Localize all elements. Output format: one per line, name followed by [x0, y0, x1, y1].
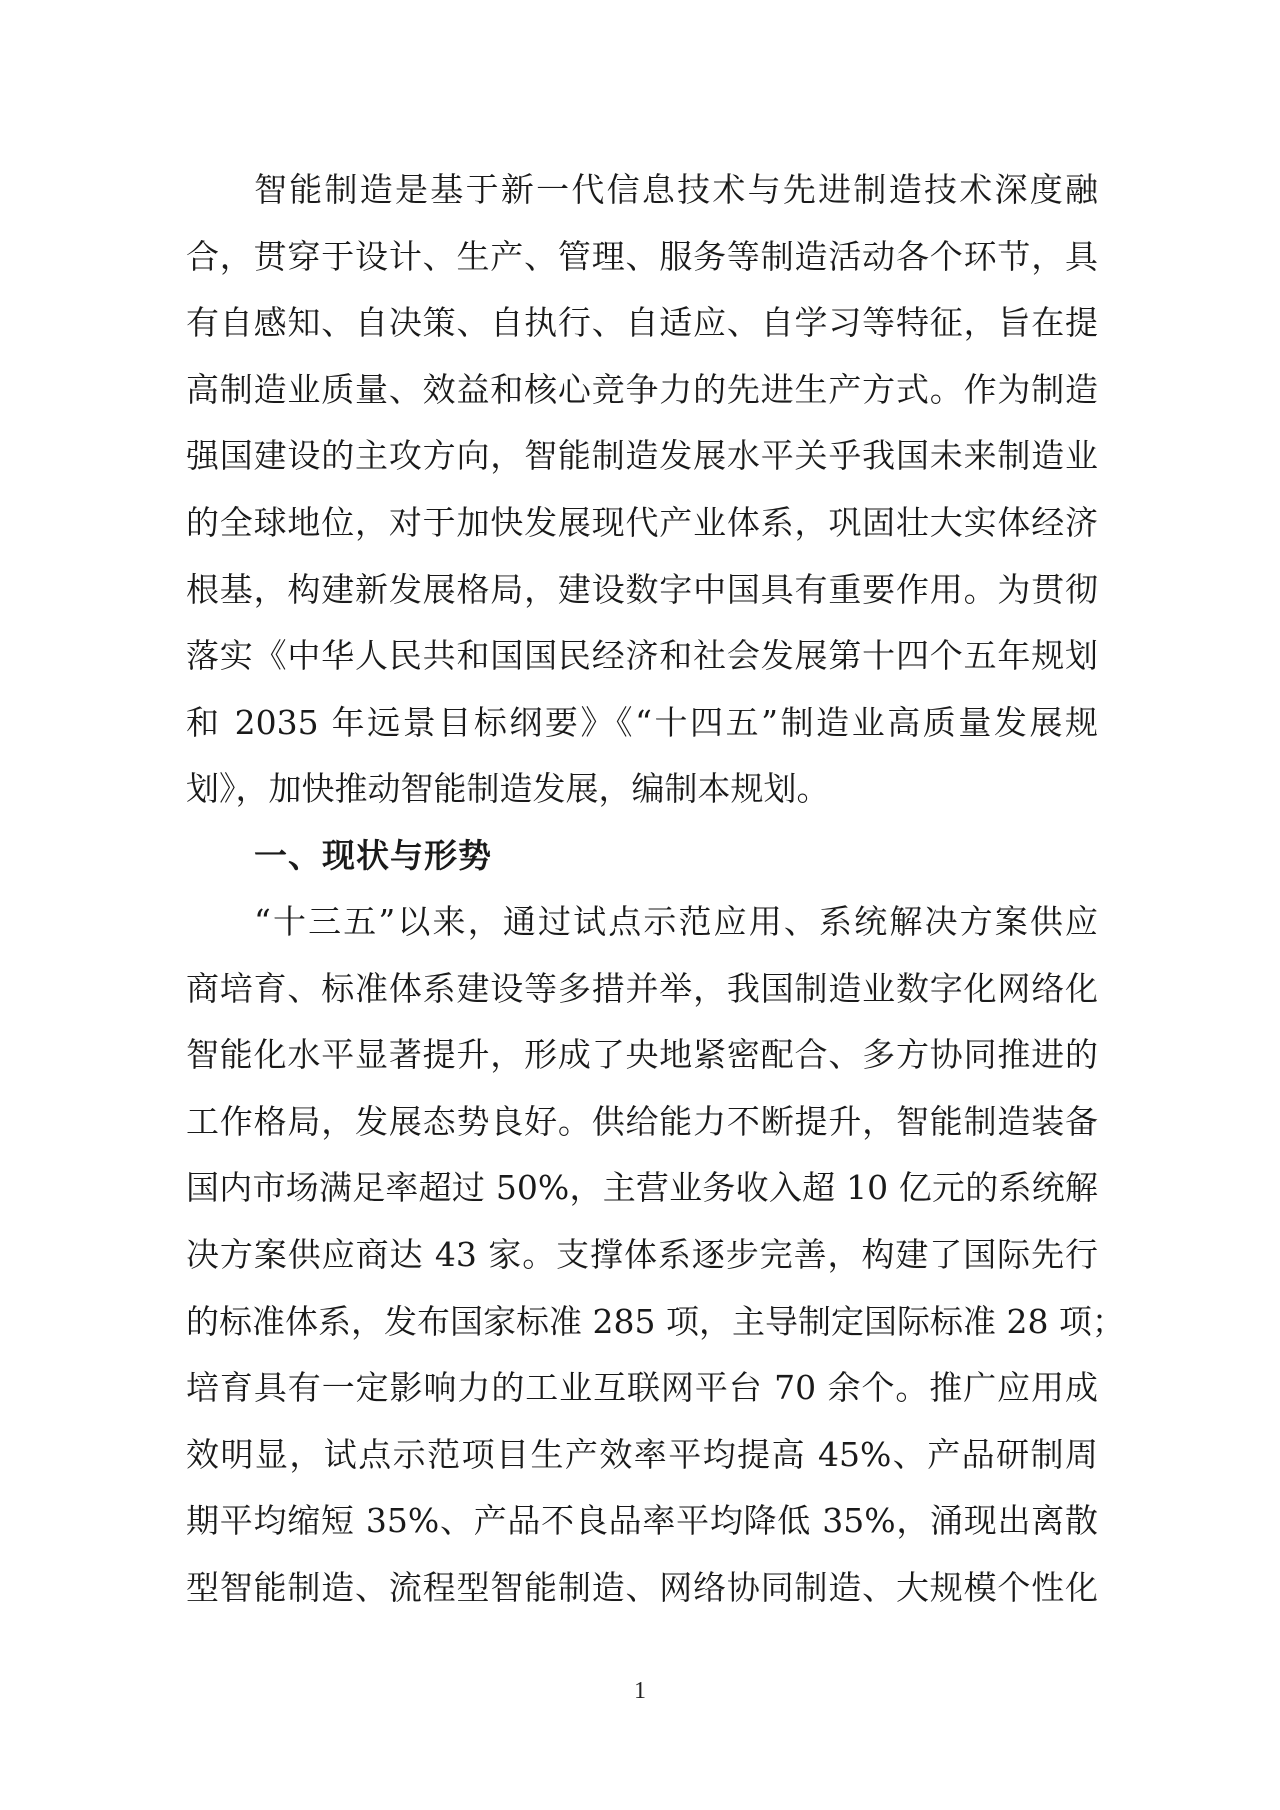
paragraph-line: 的标准体系，发布国家标准 285 项，主导制定国际标准 28 项；	[186, 1301, 1125, 1341]
paragraph-line: 有自感知、自决策、自执行、自适应、自学习等特征，旨在提	[186, 303, 1098, 343]
paragraph-line: 根基，构建新发展格局，建设数字中国具有重要作用。为贯彻	[186, 569, 1098, 609]
paragraph-line: 强国建设的主攻方向，智能制造发展水平关乎我国未来制造业	[186, 436, 1098, 476]
paragraph-line: 商培育、标准体系建设等多措并举，我国制造业数字化网络化	[186, 968, 1098, 1008]
paragraph-line: 的全球地位，对于加快发展现代产业体系，巩固壮大实体经济	[186, 502, 1098, 542]
paragraph-line: 智能制造是基于新一代信息技术与先进制造技术深度融	[254, 170, 1098, 209]
page-number: 1	[634, 1678, 646, 1704]
paragraph-line: 决方案供应商达 43 家。支撑体系逐步完善，构建了国际先行	[186, 1234, 1098, 1274]
paragraph-line: 高制造业质量、效益和核心竞争力的先进生产方式。作为制造	[186, 369, 1098, 409]
paragraph-line: 培育具有一定影响力的工业互联网平台 70 余个。推广应用成	[186, 1368, 1098, 1408]
status-paragraph	[186, 889, 1125, 1622]
paragraph-line: 和 2035 年远景目标纲要》《“十四五”制造业高质量发展规	[186, 702, 1098, 742]
paragraph-line: 效明显，试点示范项目生产效率平均提高 45%、产品研制周	[186, 1434, 1098, 1474]
paragraph-line: “十三五”以来，通过试点示范应用、系统解决方案供应	[254, 902, 1098, 941]
intro-paragraph	[186, 157, 1098, 823]
paragraph-line: 工作格局，发展态势良好。供给能力不断提升，智能制造装备	[186, 1101, 1098, 1141]
paragraph-line: 智能化水平显著提升，形成了央地紧密配合、多方协同推进的	[186, 1035, 1098, 1075]
paragraph-line: 型智能制造、流程型智能制造、网络协同制造、大规模个性化	[186, 1567, 1098, 1607]
section-heading: 一、现状与形势	[254, 836, 492, 875]
paragraph-line: 国内市场满足率超过 50%，主营业务收入超 10 亿元的系统解	[186, 1168, 1098, 1208]
paragraph-line: 合，贯穿于设计、生产、管理、服务等制造活动各个环节，具	[186, 236, 1098, 276]
paragraph-line: 期平均缩短 35%、产品不良品率平均降低 35%，涌现出离散	[186, 1501, 1098, 1541]
paragraph-line: 划》，加快推动智能制造发展，编制本规划。	[186, 769, 830, 809]
paragraph-line: 落实《中华人民共和国国民经济和社会发展第十四个五年规划	[186, 636, 1098, 676]
